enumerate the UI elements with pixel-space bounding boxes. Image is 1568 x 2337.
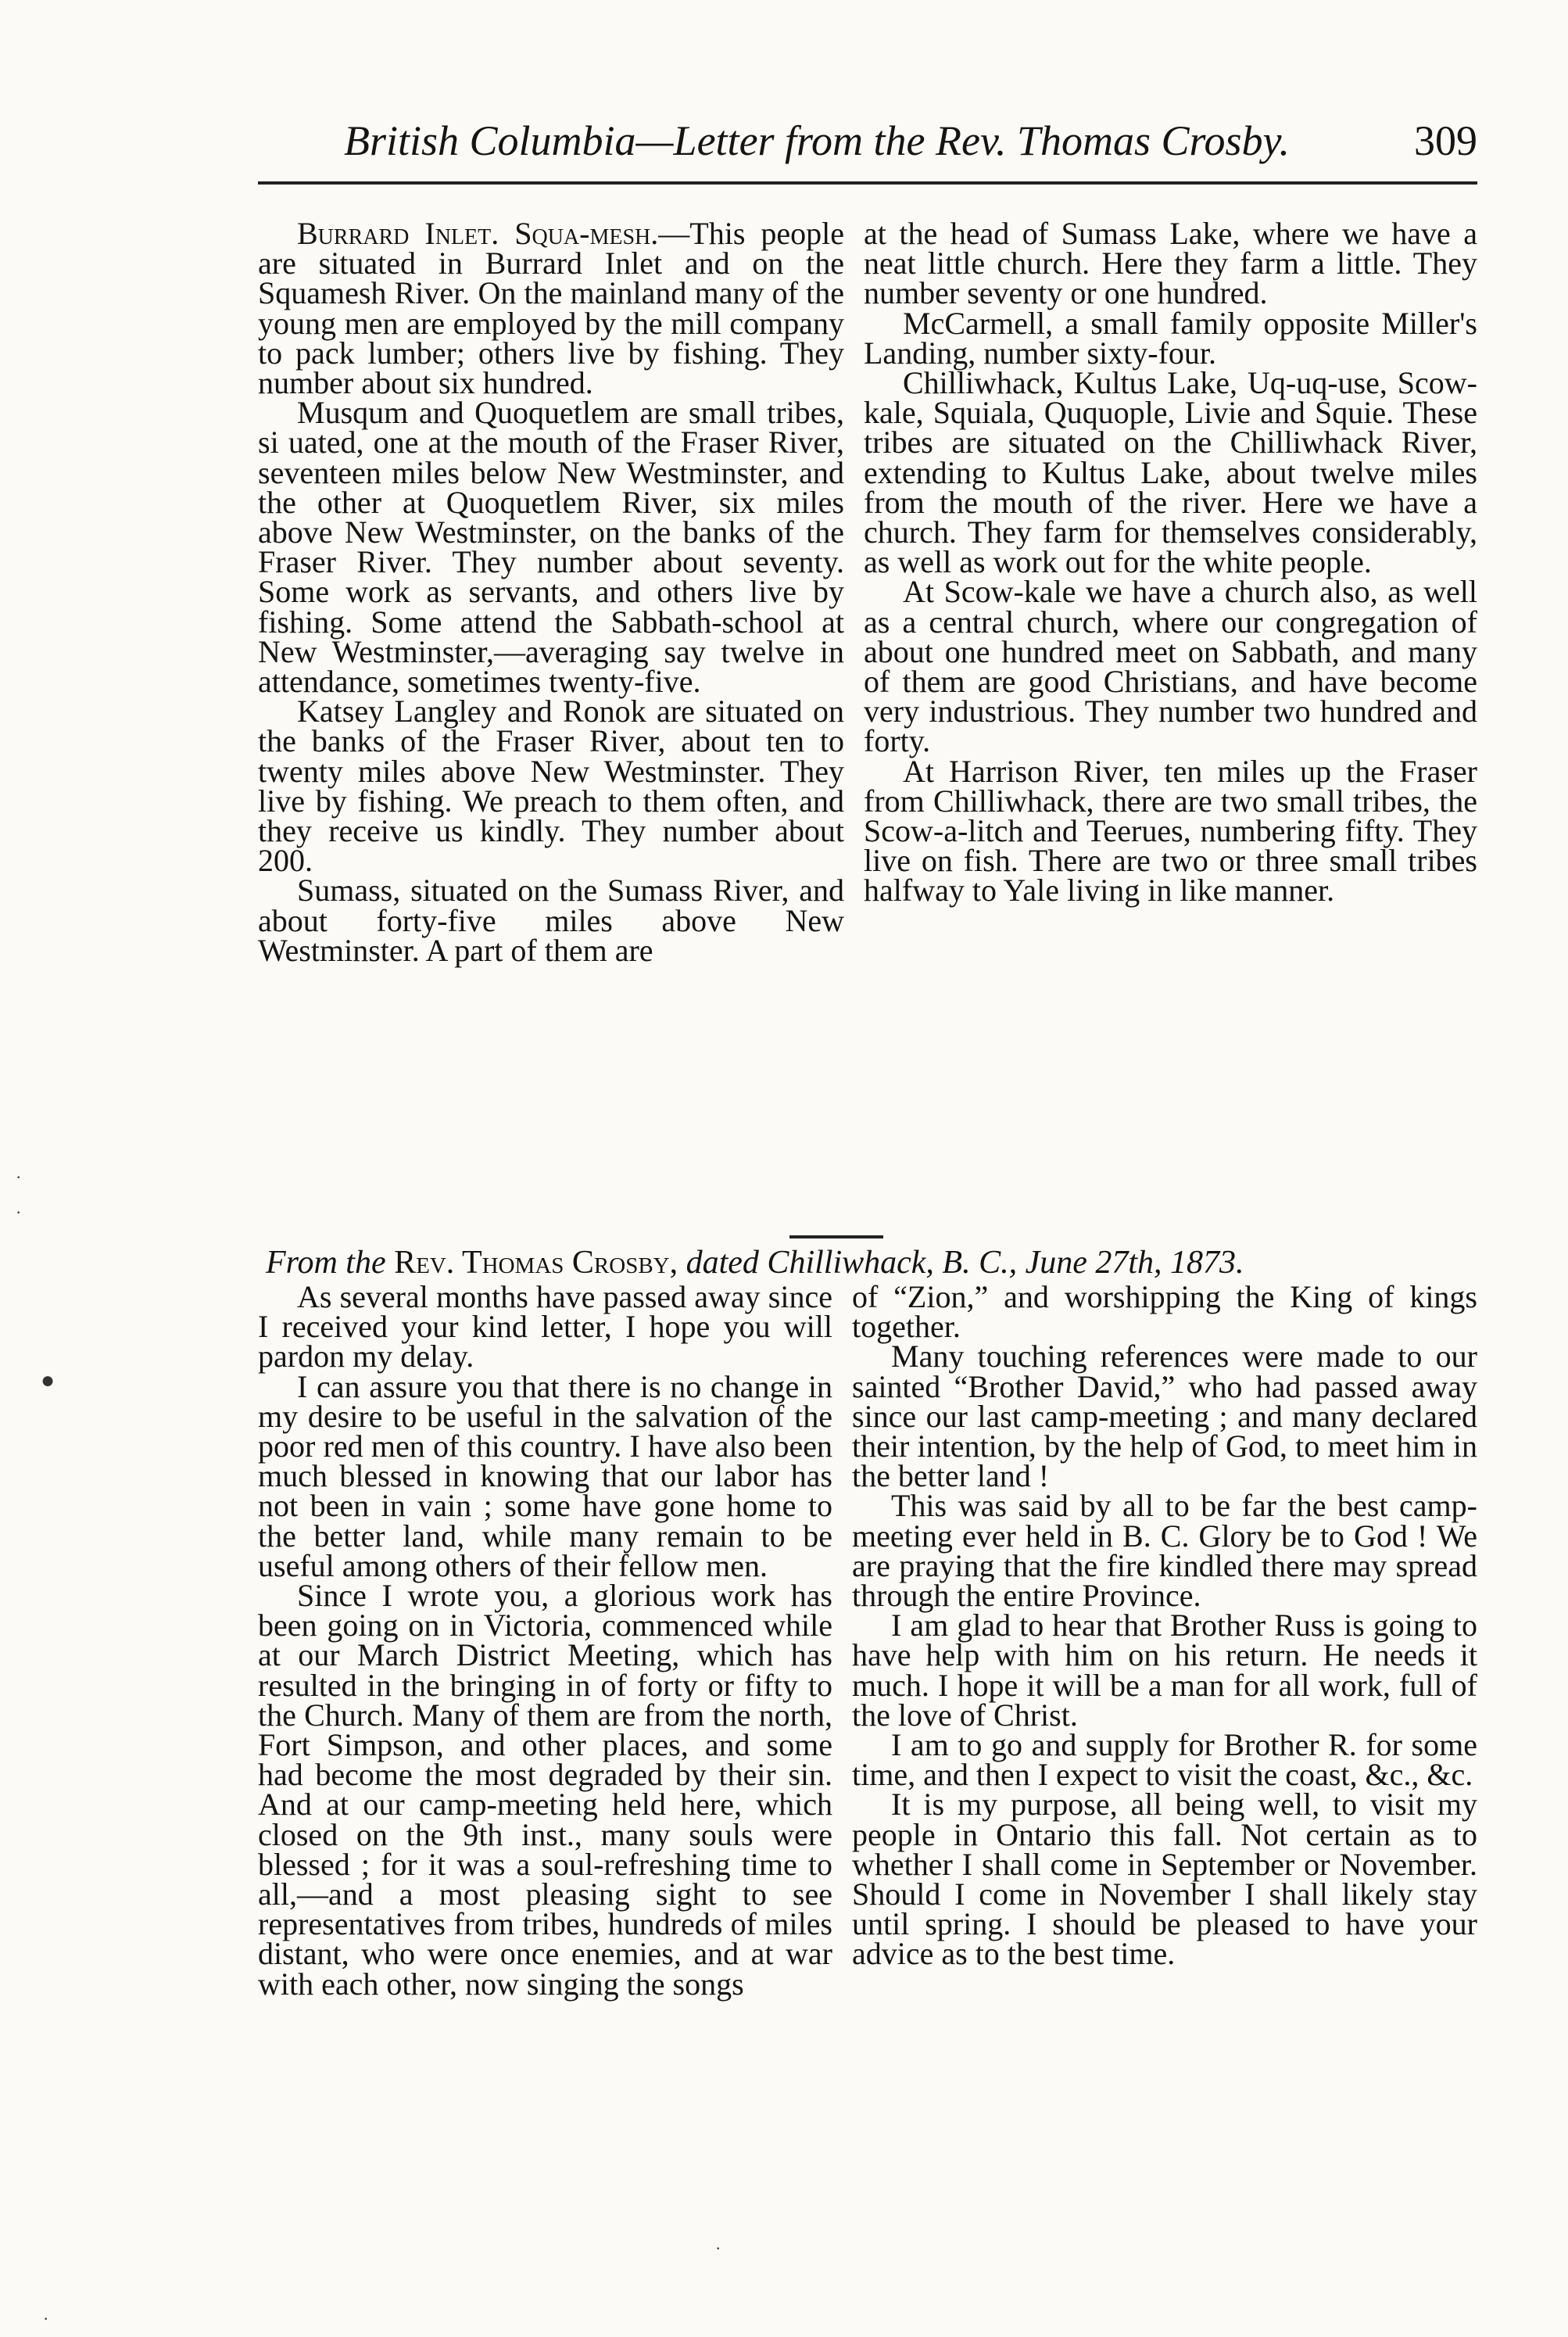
margin-speck-icon: · xyxy=(43,2309,49,2328)
paragraph: Since I wrote you, a glorious work has been going on in Victoria, commenced while at our March District Meeting, which has resulted in the bringing in of forty or fifty to the Church. Many of them are from the north, Fort Simpson, and other places, and some had become the most degraded by their sin. And at our camp-meeting held here, which closed on the 9th inst., many souls were blessed ; for it was a soul-refreshing time to all,—and a most pleasing sight to see representatives from tribes, hundreds of miles distant, who were once enemies, and at war with each other, now singing the songs xyxy=(258,1578,832,2002)
heading-dated: dated Chilliwhack, B. C., June 27th, 1873. xyxy=(686,1245,1244,1281)
letter-heading xyxy=(266,1243,1477,1282)
paragraph: McCarmell, a small family opposite Miller's Landing, number sixty-four. xyxy=(864,305,1477,371)
heading-from: From the xyxy=(266,1245,386,1281)
paragraph: At Scow-kale we have a church also, as well as a central church, where our congregation of about one hundred meet on Sabbath, and many of them are good Christians, and have become very industrious. They number two hundred and forty. xyxy=(864,574,1477,759)
column-upper-left xyxy=(258,216,845,968)
paragraph: I am to go and supply for Brother R. for some time, and then I expect to visit the coast, &c., &c. xyxy=(852,1727,1477,1793)
paragraph xyxy=(258,216,845,401)
margin-speck-icon: · xyxy=(16,1203,22,1222)
paragraph: I can assure you that there is no change in my desire to be useful in the salvation of the poor red men of this country. I have also been much blessed in knowing that our labor has not been in vain ; some have gone home to the better land, while many remain to be useful among others of their fellow men. xyxy=(258,1368,832,1583)
heading-name: Rev. Thomas Crosby, xyxy=(394,1245,678,1281)
paragraph: At Harrison River, ten miles up the Fraser from Chilliwhack, there are two small tribes, the Scow-a-litch and Teerues, numbering fifty. They live on fish. There are two or three small tribes halfway to Yale living in like manner. xyxy=(864,753,1477,909)
paragraph: Sumass, situated on the Sumass River, and about forty-five miles above New Westminster. A part of them are xyxy=(258,873,844,968)
page-number: 309 xyxy=(1414,117,1477,164)
paragraph: Chilliwhack, Kultus Lake, Uq-uq-use, Scow-kale, Squiala, Ququople, Livie and Squie. These tribes are situated on the Chilliwhack River, extending to Kultus Lake, about twelve miles from the mouth of the river. Here we have a church. They farm for themselves considerably, as well as work out for the white people. xyxy=(864,365,1477,580)
paragraph: at the head of Sumass Lake, where we have a neat little church. Here they farm a little. They number seventy or one hundred. xyxy=(864,216,1477,311)
margin-speck-icon: · xyxy=(715,2238,721,2258)
paragraph-text: —This people are situated in Burrard Inlet and on the Squamesh River. On the mainland many of the young men are employed by the mill company to pack lumber; others live by fishing. They number about six hundred. xyxy=(258,216,845,401)
paragraph: Musqum and Quoquetlem are small tribes, si uated, one at the mouth of the Fraser River, seventeen miles below New Westminster, and the other at Quoquetlem River, six miles above New Westminster, on the banks of the Fraser River. They number about seventy. Some work as servants, and others live by fishing. Some attend the Sabbath-school at New Westminster,—averaging say twelve in attendance, sometimes twenty-five. xyxy=(258,395,844,700)
section-divider xyxy=(789,1235,883,1238)
column-upper-right xyxy=(864,216,1477,909)
margin-blot-icon: ● xyxy=(41,1367,55,1393)
paragraph: Many touching references were made to our sainted “Brother David,” who had passed away since our last camp-meeting ; and many declared their intention, by the help of God, to meet him in the better land ! xyxy=(852,1339,1477,1494)
running-header xyxy=(344,109,1477,172)
header-rule xyxy=(258,181,1477,185)
running-title: British Columbia—Letter from the Rev. Thomas Crosby. xyxy=(344,117,1291,164)
paragraph: of “Zion,” and worshipping the King of kings together. xyxy=(852,1279,1477,1345)
paragraph: I am glad to hear that Brother Russ is going to have help with him on his return. He needs it much. I hope it will be a man for all work, full of the love of Christ. xyxy=(852,1608,1477,1733)
margin-speck-icon: · xyxy=(16,1167,22,1187)
paragraph: As several months have passed away since I received your kind letter, I hope you will pardon my delay. xyxy=(258,1279,832,1375)
column-lower-left xyxy=(258,1279,832,2002)
paragraph: It is my purpose, all being well, to visit my people in Ontario this fall. Not certain as to whether I shall come in September or November. Should I come in November I shall likely stay until spring. I should be pleased to have your advice as to the best time. xyxy=(852,1787,1477,1972)
column-lower-right xyxy=(852,1279,1477,1972)
paragraph: This was said by all to be far the best camp-meeting ever held in B. C. Glory be to God ! We are praying that the fire kindled there may spread through the entire Province. xyxy=(852,1488,1477,1614)
paragraph-lead: Burrard Inlet. Squa-mesh. xyxy=(297,216,659,251)
paragraph: Katsey Langley and Ronok are situated on the banks of the Fraser River, about ten to twenty miles above New Westminster. They live by fishing. We preach to them often, and they receive us kindly. They number about 200. xyxy=(258,694,844,879)
